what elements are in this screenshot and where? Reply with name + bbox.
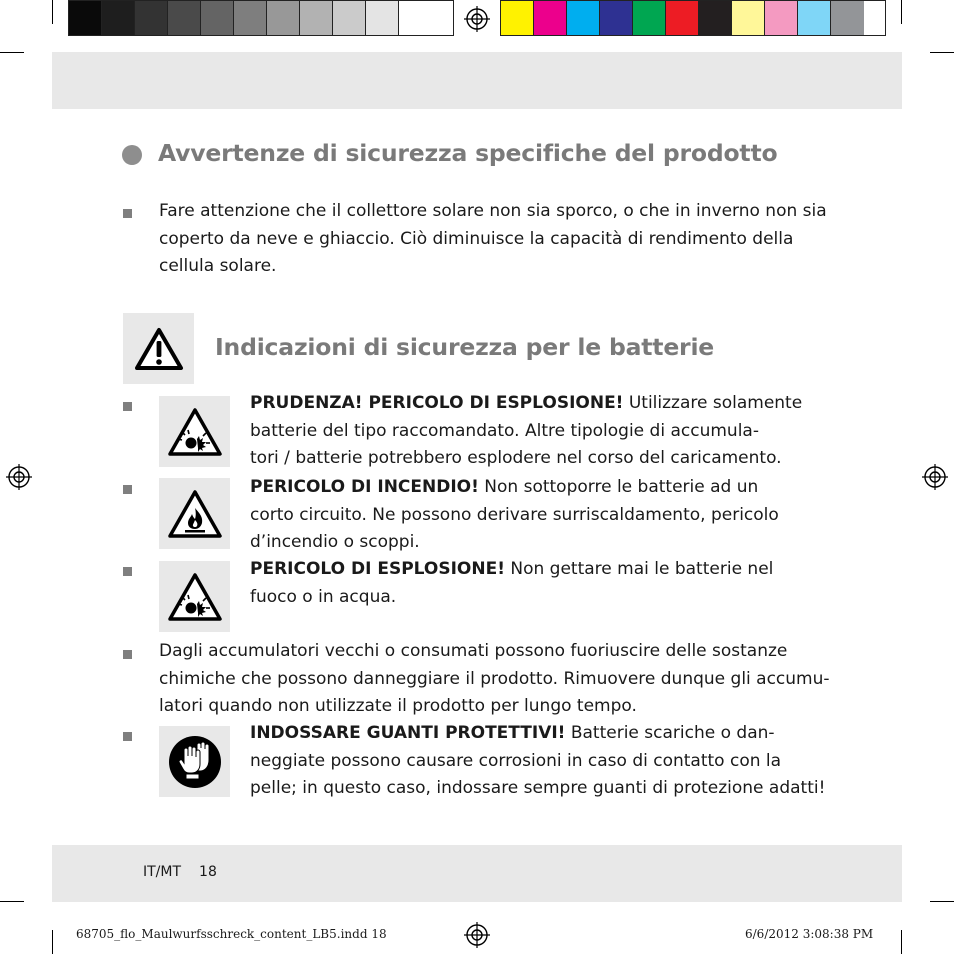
paragraph-explosion-fire-water: PERICOLO DI ESPLOSIONE! Non gettare mai le batterie nel fuoco o in acqua. bbox=[250, 559, 774, 607]
color-swatch bbox=[798, 1, 831, 35]
paragraph-explosion-caution: PRUDENZA! PERICOLO DI ESPLOSIONE! Utilizzare solamente batterie del tipo raccomandato. Altre tipologie di accumula- tori / batterie potrebbero esplodere nel corso del caricamento. bbox=[250, 393, 803, 468]
bullet-square bbox=[123, 650, 132, 659]
warning-lead-text: INDOSSARE GUANTI PROTETTIVI! bbox=[250, 723, 566, 743]
color-swatch bbox=[666, 1, 699, 35]
process-color-bar bbox=[500, 0, 886, 36]
crop-mark bbox=[52, 0, 53, 24]
page-number: 18 bbox=[199, 864, 217, 880]
bullet-square bbox=[123, 567, 132, 576]
explosion-warning-icon bbox=[167, 572, 223, 622]
bullet-square bbox=[123, 402, 132, 411]
section-title-battery-safety: Indicazioni di sicurezza per le batterie bbox=[215, 333, 715, 361]
warning-lead-text: PERICOLO DI ESPLOSIONE! bbox=[250, 559, 505, 579]
color-swatch bbox=[534, 1, 567, 35]
explosion-warning-box bbox=[159, 561, 230, 632]
paragraph-solar-collector: Fare attenzione che il collettore solare non sia sporco, o che in inverno non sia coperto da neve e ghiaccio. Ciò diminuisce la capacità di rendimento della cellula solare. bbox=[159, 201, 827, 276]
registration-mark-icon bbox=[464, 922, 490, 948]
color-swatch bbox=[102, 1, 135, 35]
crop-mark bbox=[901, 0, 902, 24]
color-swatch bbox=[501, 1, 534, 35]
color-swatch bbox=[765, 1, 798, 35]
warning-sign-box bbox=[123, 313, 194, 384]
color-swatch bbox=[135, 1, 168, 35]
registration-mark-icon bbox=[922, 464, 948, 490]
explosion-warning-box bbox=[159, 396, 230, 467]
slug-filename: 68705_flo_Maulwurfsschreck_content_LB5.indd 18 bbox=[76, 927, 387, 941]
registration-mark-icon bbox=[464, 6, 490, 32]
color-swatch bbox=[699, 1, 732, 35]
header-band bbox=[52, 52, 902, 109]
heading-bullet bbox=[122, 145, 142, 165]
color-swatch bbox=[366, 1, 399, 35]
warning-lead-text: PRUDENZA! PERICOLO DI ESPLOSIONE! bbox=[250, 393, 624, 413]
section-title-product-safety: Avvertenze di sicurezza specifiche del prodotto bbox=[158, 139, 778, 167]
grayscale-color-bar bbox=[68, 0, 454, 36]
explosion-warning-icon bbox=[167, 407, 223, 457]
color-swatch bbox=[732, 1, 765, 35]
crop-mark bbox=[930, 52, 954, 53]
bullet-square bbox=[123, 732, 132, 741]
language-code: IT/MT bbox=[143, 864, 182, 880]
gloves-icon bbox=[167, 734, 223, 790]
page-footer bbox=[143, 864, 235, 880]
warning-triangle-icon bbox=[134, 327, 184, 371]
warning-lead-text: PERICOLO DI INCENDIO! bbox=[250, 477, 479, 497]
fire-warning-box bbox=[159, 478, 230, 549]
gloves-mandatory-box bbox=[159, 726, 230, 797]
crop-mark bbox=[901, 930, 902, 954]
color-swatch bbox=[399, 1, 432, 35]
crop-mark bbox=[930, 901, 954, 902]
color-swatch bbox=[267, 1, 300, 35]
paragraph-old-accumulators: Dagli accumulatori vecchi o consumati possono fuoriuscire delle sostanze chimiche che possono danneggiare il prodotto. Rimuovere dunque gli accumu- latori quando non utilizzate il prodotto per lungo tempo. bbox=[159, 641, 830, 716]
crop-mark bbox=[0, 901, 24, 902]
color-swatch bbox=[201, 1, 234, 35]
color-swatch bbox=[600, 1, 633, 35]
crop-mark bbox=[0, 52, 24, 53]
bullet-square bbox=[123, 209, 132, 218]
color-swatch bbox=[333, 1, 366, 35]
bullet-square bbox=[123, 485, 132, 494]
paragraph-protective-gloves: INDOSSARE GUANTI PROTETTIVI! Batterie scariche o dan- neggiate possono causare corrosioni in caso di contatto con la pelle; in questo caso, indossare sempre guanti di protezione adatti! bbox=[250, 723, 826, 798]
color-swatch bbox=[300, 1, 333, 35]
color-swatch bbox=[168, 1, 201, 35]
crop-mark bbox=[52, 930, 53, 954]
slug-timestamp: 6/6/2012 3:08:38 PM bbox=[745, 927, 874, 941]
color-swatch bbox=[234, 1, 267, 35]
color-swatch bbox=[831, 1, 864, 35]
color-swatch bbox=[69, 1, 102, 35]
color-swatch bbox=[567, 1, 600, 35]
registration-mark-icon bbox=[6, 464, 32, 490]
paragraph-fire-danger: PERICOLO DI INCENDIO! Non sottoporre le batterie ad un corto circuito. Ne possono derivare surriscaldamento, pericolo d’incendio o scoppi. bbox=[250, 477, 779, 552]
color-swatch bbox=[633, 1, 666, 35]
fire-warning-icon bbox=[167, 489, 223, 539]
